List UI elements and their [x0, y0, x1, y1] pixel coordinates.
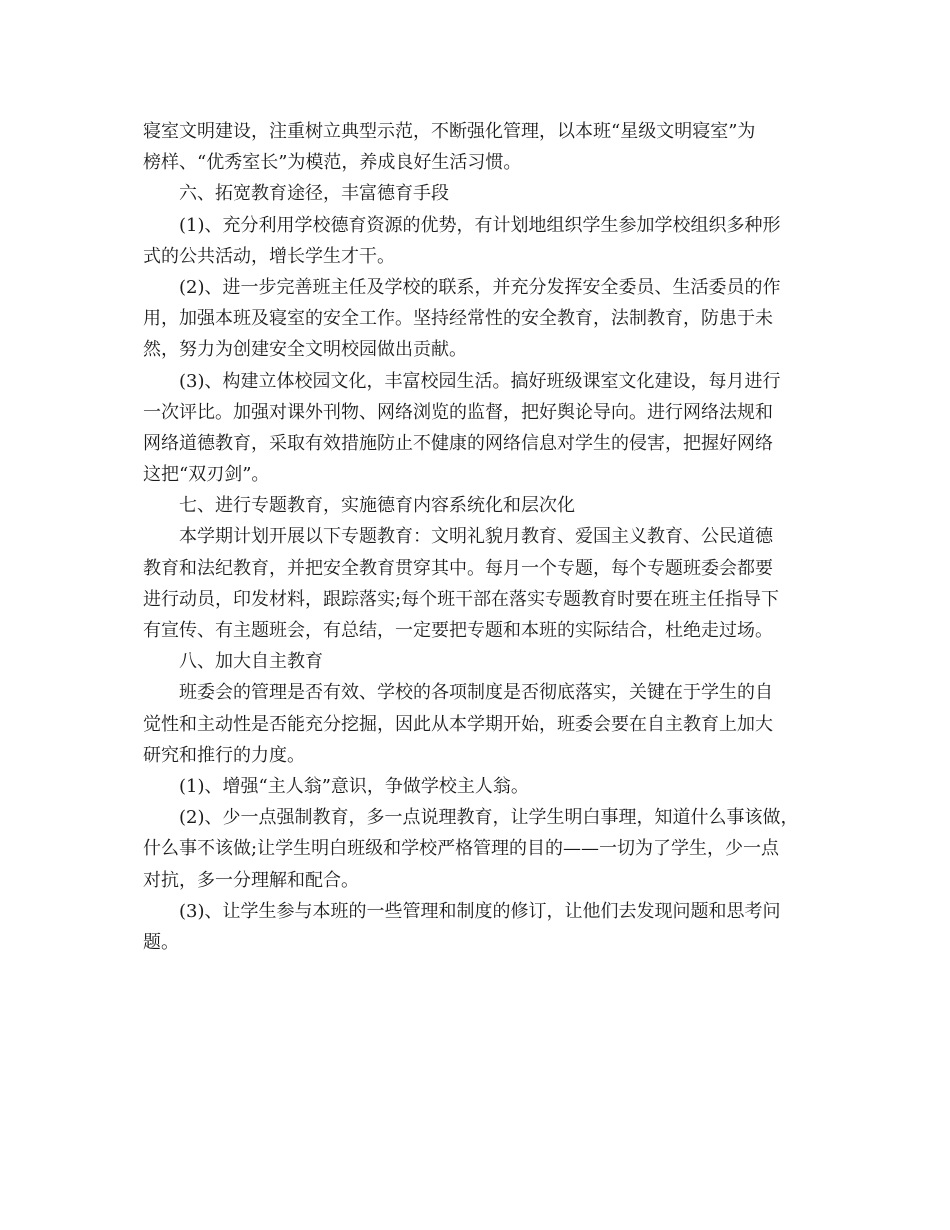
document-body — [143, 116, 813, 958]
text-line: (1)、增强“主人翁”意识，争做学校主人翁。 — [179, 775, 529, 797]
text-line: 一次评比。加强对课外刊物、网络浏览的监督，把好舆论导向。进行网络法规和 — [143, 401, 773, 423]
text-line: 榜样、“优秀室长”为模范，养成良好生活习惯。 — [143, 152, 522, 174]
text-line: (3)、构建立体校园文化，丰富校园生活。搞好班级课室文化建设，每月进行 — [179, 370, 781, 392]
text-line: 有宣传、有主题班会，有总结，一定要把专题和本班的实际结合，杜绝走过场。 — [143, 620, 773, 641]
text-line: (1)、充分利用学校德育资源的优势，有计划地组织学生参加学校组织多种形 — [179, 214, 781, 236]
text-line: 觉性和主动性是否能充分挖掘，因此从本学期开始，班委会要在自主教育上加大 — [143, 713, 773, 735]
text-line: (2)、少一点强制教育，多一点说理教育，让学生明白事理，知道什么事该做， — [179, 807, 799, 829]
text-line: 班委会的管理是否有效、学校的各项制度是否彻底落实，关键在于学生的自 — [179, 682, 773, 704]
text-line: 什么事不该做;让学生明白班级和学校严格管理的目的——一切为了学生，少一点 — [143, 838, 780, 860]
text-line: 式的公共活动，增长学生才干。 — [143, 245, 395, 267]
text-line: 本学期计划开展以下专题教育：文明礼貌月教育、爱国主义教育、公民道德 — [179, 526, 773, 548]
text-line: 网络道德教育，采取有效措施防止不健康的网络信息对学生的侵害，把握好网络 — [143, 432, 773, 454]
section-heading: 八、加大自主教育 — [179, 651, 323, 673]
text-line: (2)、进一步完善班主任及学校的联系，并充分发挥安全委员、生活委员的作 — [179, 276, 781, 298]
text-line: 研究和推行的力度。 — [143, 744, 305, 766]
text-line: 然，努力为创建安全文明校园做出贡献。 — [143, 339, 467, 361]
text-line: 寝室文明建设，注重树立典型示范，不断强化管理，以本班“星级文明寝室”为 — [143, 121, 756, 142]
text-line: 教育和法纪教育，并把安全教育贯穿其中。每月一个专题，每个专题班委会都要 — [143, 557, 773, 579]
text-line: 对抗，多一分理解和配合。 — [143, 869, 359, 891]
text-line: 进行动员，印发材料，跟踪落实;每个班干部在落实专题教育时要在班主任指导下 — [143, 588, 780, 610]
text-line: 这把“双刃剑”。 — [143, 464, 270, 486]
text-line: 用，加强本班及寝室的安全工作。坚持经常性的安全教育，法制教育，防患于未 — [143, 308, 773, 330]
section-heading: 七、进行专题教育，实施德育内容系统化和层次化 — [179, 495, 575, 517]
text-line: 题。 — [143, 931, 179, 953]
section-heading: 六、拓宽教育途径，丰富德育手段 — [179, 183, 449, 205]
text-line: (3)、让学生参与本班的一些管理和制度的修订，让他们去发现问题和思考问 — [179, 900, 781, 922]
